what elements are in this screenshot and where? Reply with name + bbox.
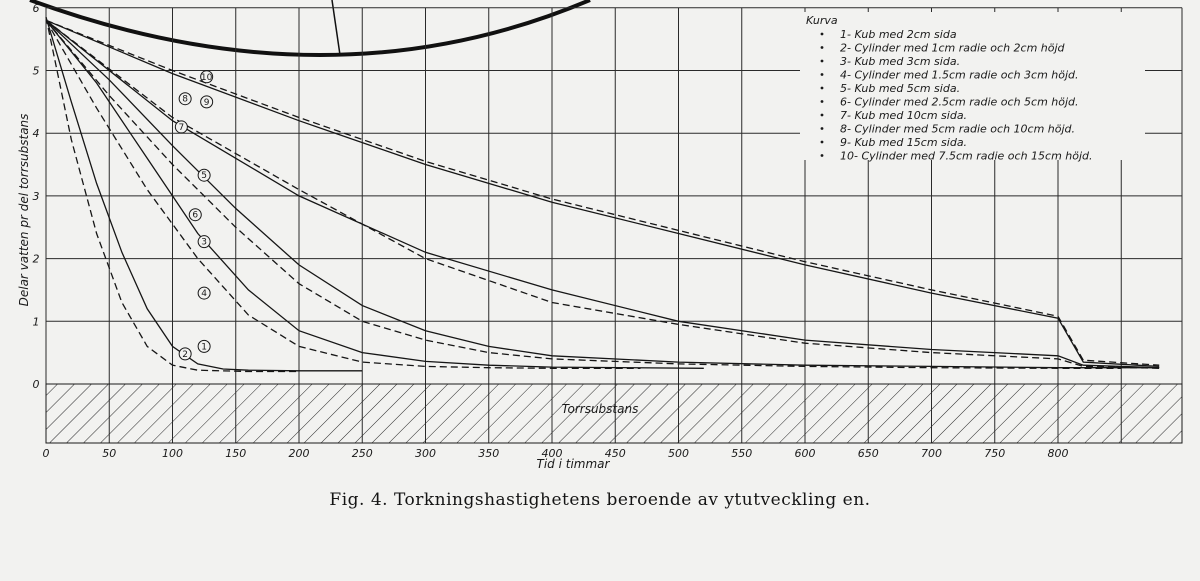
legend-bullet bbox=[821, 73, 824, 76]
curve-marker-9 bbox=[201, 96, 213, 108]
series-line-4 bbox=[46, 20, 641, 368]
legend-bullet bbox=[821, 60, 824, 63]
x-axis-label: Tid i timmar bbox=[536, 457, 610, 471]
x-tick-label: 500 bbox=[668, 447, 689, 460]
curve-marker-1 bbox=[198, 340, 210, 352]
y-axis-label: Delar vatten pr del torrsubstans bbox=[17, 113, 31, 307]
legend-bullet bbox=[821, 154, 824, 157]
figure-caption: Fig. 4. Torkningshastighetens beroende av ytutveckling en. bbox=[329, 490, 871, 510]
legend-bullet bbox=[821, 87, 824, 90]
y-tick-label: 1 bbox=[32, 315, 40, 329]
curve-marker-2 bbox=[179, 348, 191, 360]
x-tick-label: 700 bbox=[921, 447, 942, 460]
legend-bullet bbox=[821, 141, 824, 144]
x-tick-label: 350 bbox=[478, 447, 500, 460]
x-tick-label: 150 bbox=[225, 447, 247, 460]
marker-label: 10 bbox=[200, 72, 213, 83]
y-tick-labels bbox=[33, 2, 40, 391]
x-tick-label: 550 bbox=[731, 447, 753, 460]
y-tick-label: 0 bbox=[32, 378, 40, 391]
marker-label: 7 bbox=[178, 122, 185, 133]
legend-item-2: 2- Cylinder med 1cm radie och 2cm höjd bbox=[840, 41, 1065, 55]
legend-item-8: 8- Cylinder med 5cm radie och 10cm höjd. bbox=[840, 122, 1076, 136]
x-tick-label: 800 bbox=[1047, 447, 1069, 460]
legend-bullet bbox=[821, 33, 824, 36]
curve-marker-4 bbox=[198, 287, 210, 299]
legend-bullet bbox=[821, 46, 824, 49]
x-tick-label: 200 bbox=[288, 447, 310, 460]
curve-marker-10 bbox=[201, 71, 213, 83]
marker-group bbox=[175, 71, 212, 360]
x-tick-label: 400 bbox=[541, 447, 563, 460]
x-tick-label: 50 bbox=[102, 447, 117, 460]
marker-label: 8 bbox=[182, 94, 189, 105]
y-tick-label: 4 bbox=[32, 127, 40, 141]
marker-label: 3 bbox=[201, 237, 207, 248]
legend-item-6: 6- Cylinder med 2.5cm radie och 5cm höjd. bbox=[840, 95, 1079, 109]
legend-item-9: 9- Kub med 15cm sida. bbox=[840, 136, 968, 149]
legend-item-1: 1- Kub med 2cm sida bbox=[840, 28, 957, 41]
x-tick-label: 100 bbox=[162, 447, 183, 460]
y-tick-label: 2 bbox=[32, 252, 40, 266]
legend-item-10: 10- Cylinder med 7.5cm radie och 15cm höjd. bbox=[840, 149, 1093, 163]
x-tick-label: 750 bbox=[984, 447, 1006, 460]
curve-marker-3 bbox=[198, 236, 210, 248]
curve-marker-5 bbox=[198, 169, 210, 181]
x-tick-label: 450 bbox=[604, 447, 626, 460]
curve-marker-6 bbox=[189, 209, 201, 221]
x-tick-label: 250 bbox=[351, 447, 373, 460]
marker-label: 5 bbox=[201, 171, 207, 182]
x-tick-label: 600 bbox=[794, 447, 816, 460]
x-tick-label: 0 bbox=[42, 447, 50, 460]
legend-bullet bbox=[821, 114, 824, 117]
marker-label: 1 bbox=[201, 342, 207, 353]
legend-item-4: 4- Cylinder med 1.5cm radie och 3cm höjd. bbox=[840, 68, 1079, 82]
legend-header: Kurva bbox=[806, 14, 838, 27]
y-tick-label: 3 bbox=[32, 189, 40, 203]
legend-bullet bbox=[821, 127, 824, 130]
legend-bullet bbox=[821, 100, 824, 103]
marker-label: 2 bbox=[182, 349, 189, 360]
curve-marker-8 bbox=[179, 93, 191, 105]
marker-label: 4 bbox=[201, 289, 207, 300]
marker-label: 6 bbox=[192, 210, 199, 221]
x-tick-label: 650 bbox=[857, 447, 879, 460]
y-tick-label: 5 bbox=[32, 64, 40, 78]
legend-item-3: 3- Kub med 3cm sida. bbox=[840, 55, 961, 68]
marker-label: 9 bbox=[203, 97, 210, 108]
y-tick-label: 6 bbox=[32, 1, 40, 15]
legend-item-7: 7- Kub med 10cm sida. bbox=[840, 109, 968, 122]
curve-marker-7 bbox=[175, 121, 187, 133]
legend-item-5: 5- Kub med 5cm sida. bbox=[840, 82, 961, 95]
series-line-3 bbox=[46, 20, 704, 368]
x-tick-label: 300 bbox=[415, 447, 436, 460]
region-label: Torrsubstans bbox=[561, 402, 639, 416]
